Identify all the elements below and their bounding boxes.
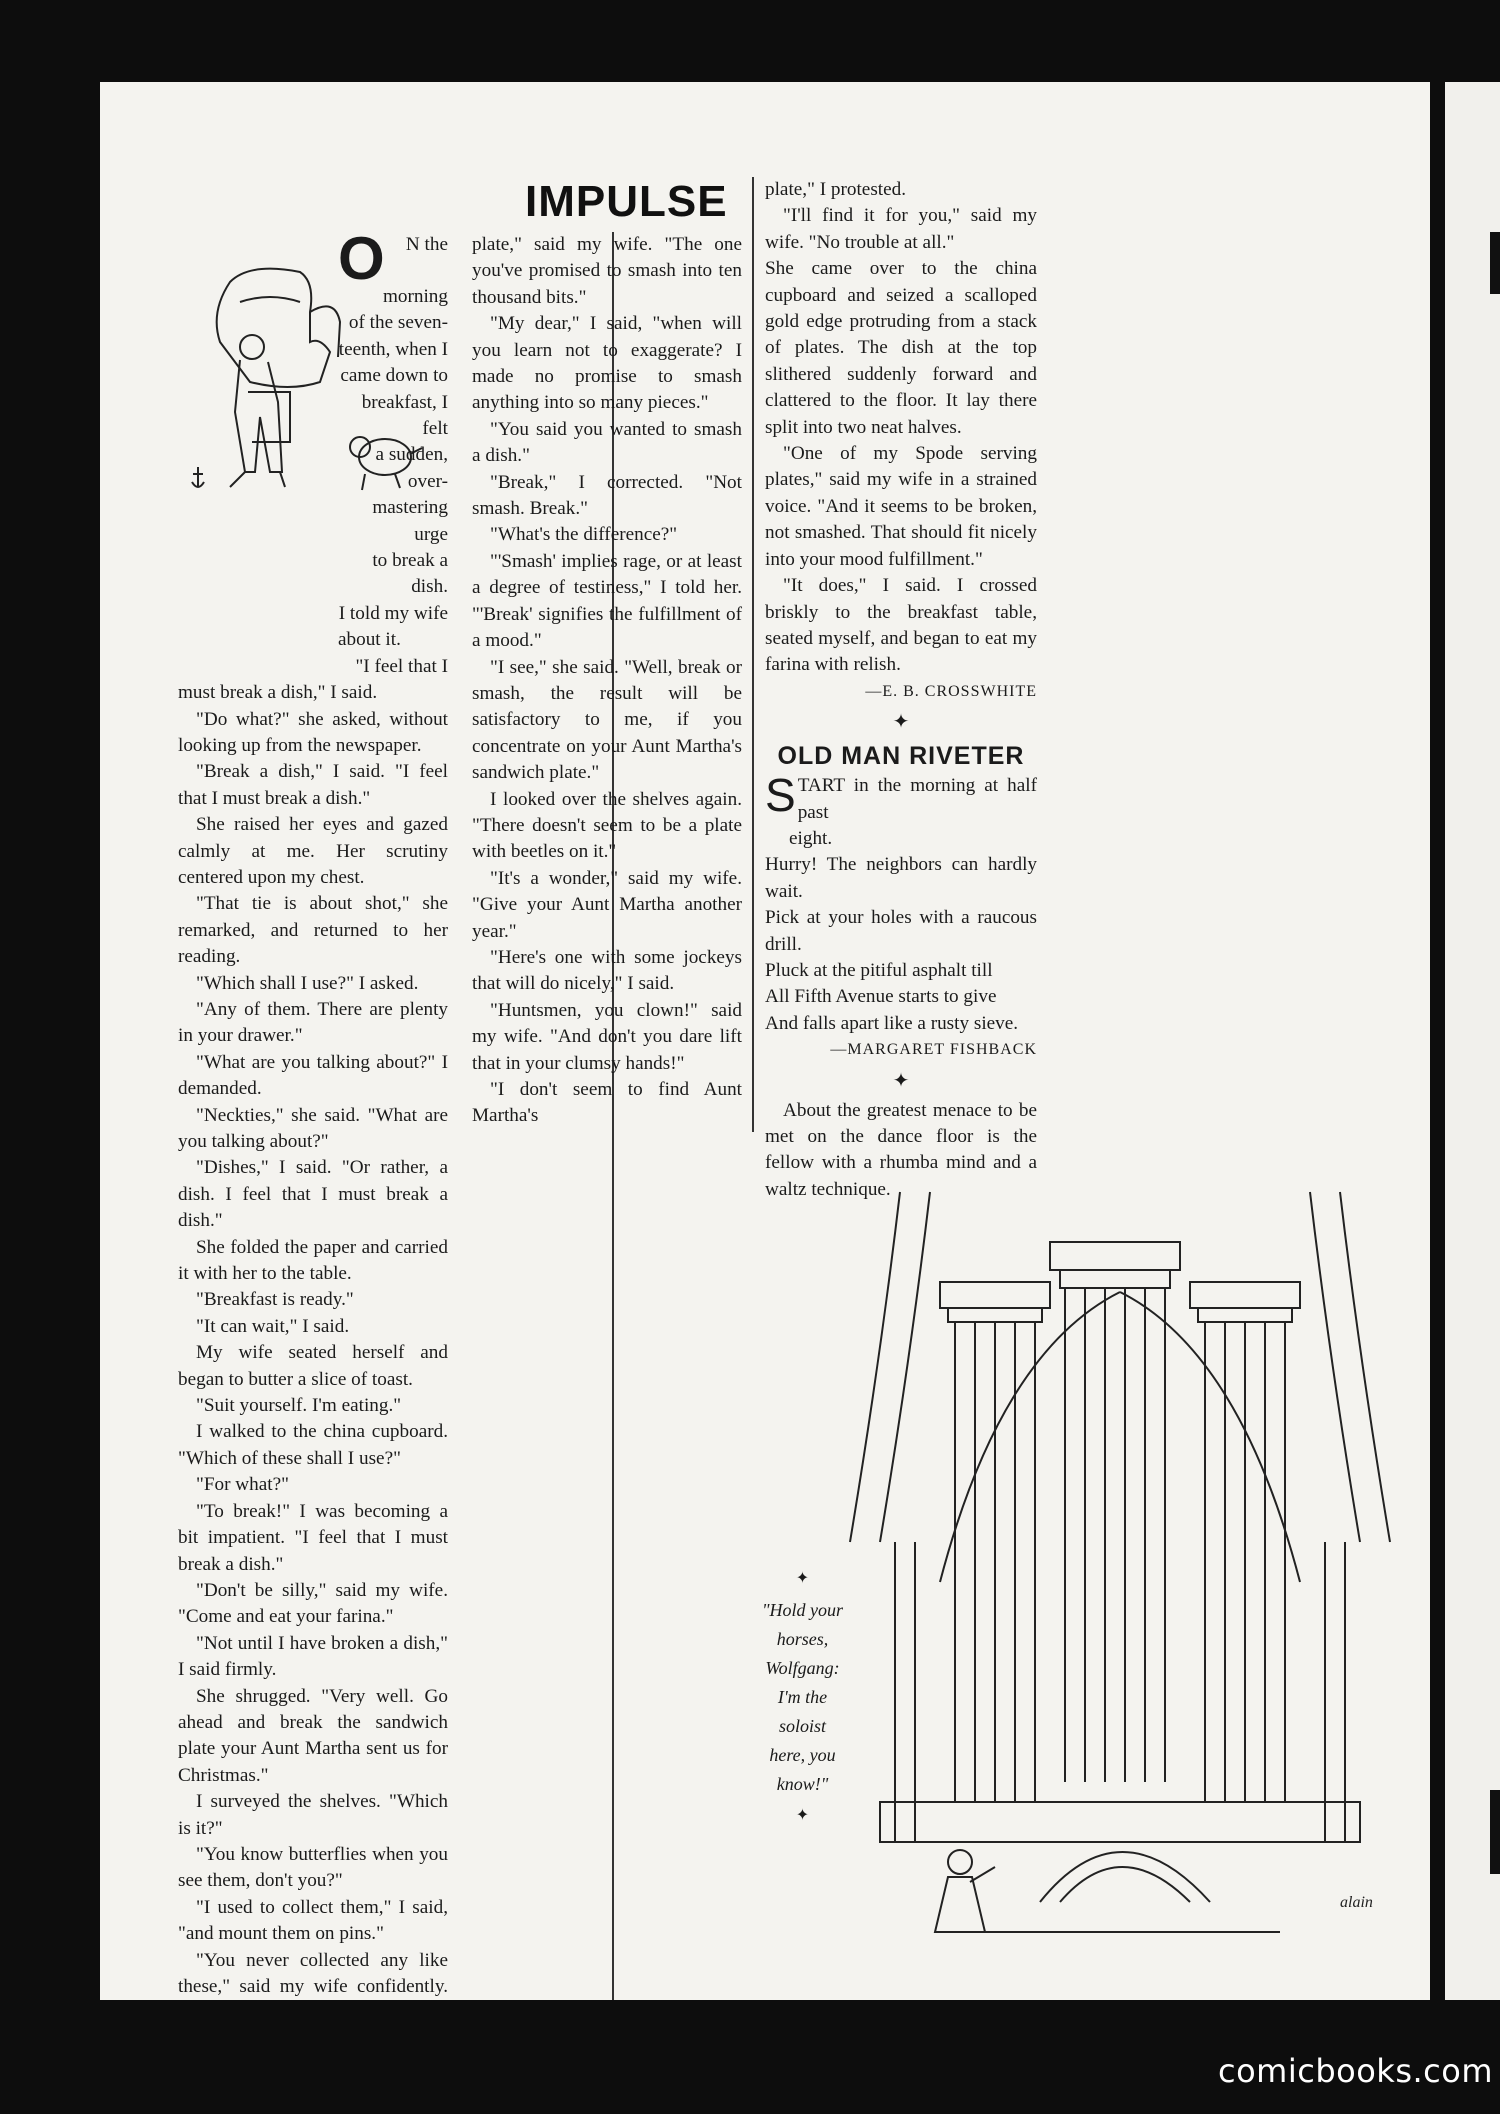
paragraph: "Which shall I use?" I asked. [196, 972, 419, 994]
ornament: ✦ [892, 711, 910, 734]
drop-cap-s: S [765, 769, 796, 822]
paragraph: "What are you talking about?" I demanded. [178, 1051, 448, 1100]
paragraph: She shrugged. "Very well. Go ahead and break the sandwich plate your Aunt Martha sent us for Christmas." [178, 1685, 448, 1786]
paragraph: "Here's one with some jockeys that will do nicely," I said. [472, 946, 742, 995]
paragraph: "That tie is about shot," she remarked, and returned to her reading. [178, 893, 448, 968]
paragraph: "Neckties," she said. "What are you talking about?" [178, 1104, 448, 1152]
column-rule [752, 177, 754, 1132]
paragraph: "It can wait," I said. [196, 1315, 350, 1337]
paragraph: "Dishes," I said. "Or rather, a dish. I feel that I must break a dish." [178, 1157, 448, 1232]
impulse-column-3 [765, 177, 1037, 1203]
author-signature: —E. B. CROSSWHITE [865, 682, 1037, 700]
paragraph: "I'll find it for you," said my wife. "No trouble at all." [765, 205, 1037, 253]
paragraph: "I see," she said. "Well, break or smash, the result will be satisfactory to me, if you concentrate on your Aunt Martha's sandwich plate." [472, 656, 742, 784]
paragraph: She raised her eyes and gazed calmly at me. Her scrutiny centered upon my chest. [178, 814, 448, 888]
paragraph: I looked over the shelves again. "There doesn't seem to be a plate with beetles on it." [472, 788, 742, 863]
paragraph: She folded the paper and carried it with her to the table. [178, 1236, 448, 1285]
paragraph: "I used to collect them," I said, "and mount them on pins." [178, 1896, 448, 1945]
paragraph: My wife seated herself and began to butter a slice of toast. [178, 1342, 448, 1390]
cartoon-caption: ✦ "Hold your horses, Wolfgang: I'm the soloist here, you know!" ✦ [745, 1562, 860, 1833]
page-edge-mark [1490, 232, 1500, 294]
paragraph: "Do what?" she asked, without looking up from the newspaper. [178, 708, 448, 756]
paragraph: I surveyed the shelves. "Which is it?" [178, 1791, 448, 1839]
paragraph: "Huntsmen, you clown!" said my wife. "And don't you dare lift that in your clumsy hands!" [472, 999, 742, 1074]
impulse-column-2 [472, 232, 742, 1130]
drop-cap-o: O [338, 225, 385, 292]
paragraph: She came over to the china cupboard and seized a scalloped gold edge protruding from a stack of plates. The dish at the top slithered suddenly forward and clattered to the floor. It lay there split into two neat halves. [765, 258, 1037, 438]
poet-signature: —MARGARET FISHBACK [830, 1041, 1037, 1059]
paragraph: "Breakfast is ready." [196, 1289, 354, 1311]
paragraph: "Don't be silly," said my wife. "Come and eat your farina." [178, 1579, 448, 1628]
paragraph: "'Smash' implies rage, or at least a degree of testiness," I told her. "'Break' signifies the fulfillment of a mood." [472, 550, 742, 652]
paragraph: "For what?" [196, 1474, 289, 1496]
poem: START in the morning at half past eight. Hurry! The neighbors can hardly wait. Pick at your holes with a raucous drill. Pluck at the pitiful asphalt till All Fifth Avenue starts to give And falls apart like a rusty sieve. [765, 769, 1037, 1034]
paragraph: "It's a wonder," said my wife. "Give your Aunt Martha another year." [472, 867, 742, 942]
magazine-page [100, 82, 1430, 2000]
cartoon-artist-signature: alain [1340, 1894, 1373, 1911]
paragraph: "You said you wanted to smash a dish." [472, 418, 742, 467]
paragraph: "What's the difference?" [490, 524, 678, 546]
impulse-intro: N the morning of the seven- teenth, when I came down to breakfast, I felt a sudden, over- mastering urge to break a dish. I told my wife about it. "I feel that I [338, 234, 448, 677]
impulse-column-1 [178, 225, 448, 2000]
paragraph: must break a dish," I said. [178, 682, 378, 704]
paragraph: "My dear," I said, "when will you learn not to exaggerate? I made no promise to smash anything into so many pieces." [472, 313, 742, 414]
paragraph: "Suit yourself. I'm eating." [196, 1395, 402, 1417]
paragraph: plate," I protested. [765, 179, 907, 200]
paragraph: "I don't seem to find Aunt Martha's [472, 1079, 742, 1127]
paragraph: "You never collected any like these," said my wife confidently. [178, 1949, 448, 1997]
article-title: IMPULSE [525, 177, 728, 226]
paragraph: "It does," I said. I crossed briskly to the breakfast table, seated myself, and began to eat my farina with relish. [765, 575, 1037, 676]
page-edge-mark [1490, 1790, 1500, 1874]
pipe-organ-cartoon [820, 1162, 1420, 2000]
filler-paragraph: About the greatest menace to be met on the dance floor is the fellow with a rhumba mind and a waltz technique. [765, 1099, 1037, 1200]
paragraph: plate," said my wife. "The one you've promised to smash into ten thousand bits." [472, 234, 742, 308]
poem-title: OLD MAN RIVETER [777, 742, 1025, 771]
watermark: comicbooks.com [1218, 2052, 1494, 2090]
paragraph: "To break!" I was becoming a bit impatient. "I feel that I must break a dish." [178, 1500, 448, 1575]
next-page-edge [1445, 82, 1500, 2000]
ornament: ✦ [892, 1069, 910, 1092]
ornament: ✦ [795, 1807, 810, 1824]
paragraph: "Break a dish," I said. "I feel that I must break a dish." [178, 761, 448, 809]
ornament: ✦ [795, 1570, 810, 1587]
paragraph: "One of my Spode serving plates," said my wife in a strained voice. "And it seems to be broken, not smashed. That should fit nicely into your mood fulfillment." [765, 443, 1037, 570]
paragraph: I walked to the china cupboard. "Which of these shall I use?" [178, 1421, 448, 1469]
paragraph: "You know butterflies when you see them, don't you?" [178, 1843, 448, 1892]
paragraph: "Not until I have broken a dish," I said firmly. [178, 1632, 448, 1681]
paragraph: "Any of them. There are plenty in your drawer." [178, 998, 448, 1047]
paragraph: "Break," I corrected. "Not smash. Break." [472, 471, 742, 520]
